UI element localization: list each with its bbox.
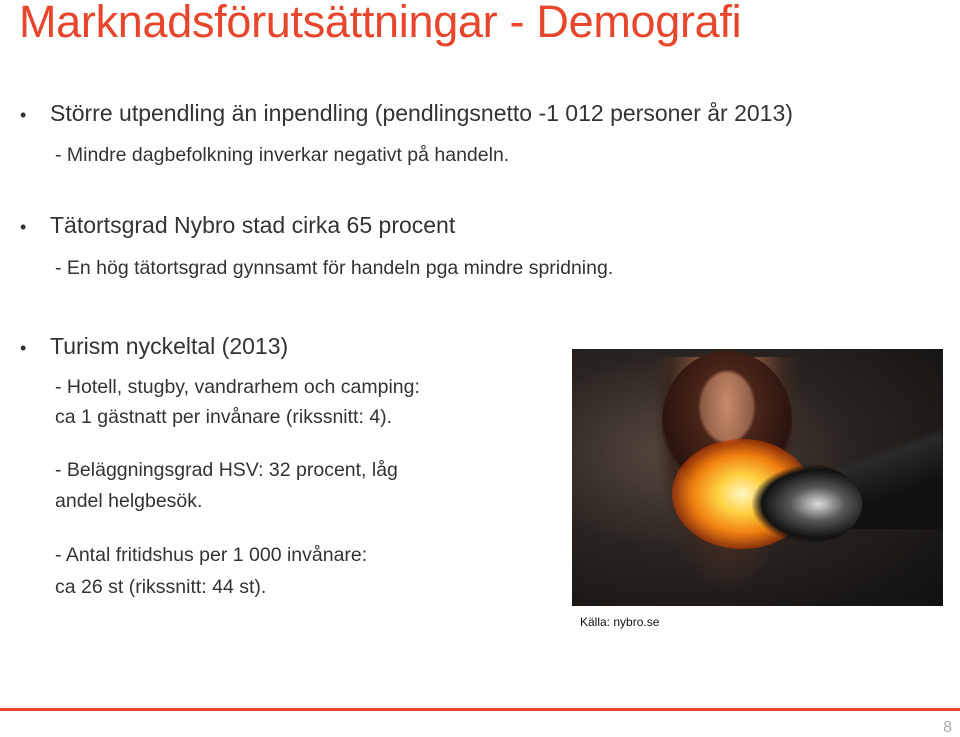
bullet-dot-icon: • — [20, 338, 27, 358]
sub-text: - Mindre dagbefolkning inverkar negativt på handeln. — [55, 144, 510, 166]
bullet-text: Tätortsgrad Nybro stad cirka 65 procent — [50, 212, 456, 238]
bullet-text: Större utpendling än inpendling (pendlingsnetto -1 012 personer år 2013) — [50, 100, 793, 126]
bullet-dot-icon: • — [20, 217, 27, 237]
page-number: 8 — [943, 719, 952, 736]
sub-text: - Hotell, stugby, vandrarhem och camping: — [55, 376, 420, 398]
footer-divider — [0, 708, 960, 711]
photo-caption: Källa: nybro.se — [580, 615, 660, 629]
bullet-text: Turism nyckeltal (2013) — [50, 333, 289, 359]
bullet-urbanization — [20, 212, 455, 239]
sub-text: ca 26 st (rikssnitt: 44 st). — [55, 576, 267, 598]
sub-text: ca 1 gästnatt per invånare (rikssnitt: 4). — [55, 406, 393, 428]
bullet-commuting — [20, 100, 793, 127]
glassblower-photo — [572, 349, 943, 606]
bullet-dot-icon: • — [20, 105, 27, 125]
sub-text: - Antal fritidshus per 1 000 invånare: — [55, 544, 368, 566]
slide-title: Marknadsförutsättningar - Demografi — [19, 0, 742, 47]
photo-glass-vase — [752, 464, 862, 544]
sub-text: andel helgbesök. — [55, 490, 203, 512]
sub-text: - En hög tätortsgrad gynnsamt för handeln pga mindre spridning. — [55, 257, 614, 279]
sub-text: - Beläggningsgrad HSV: 32 procent, låg — [55, 459, 398, 481]
bullet-tourism — [20, 333, 288, 360]
